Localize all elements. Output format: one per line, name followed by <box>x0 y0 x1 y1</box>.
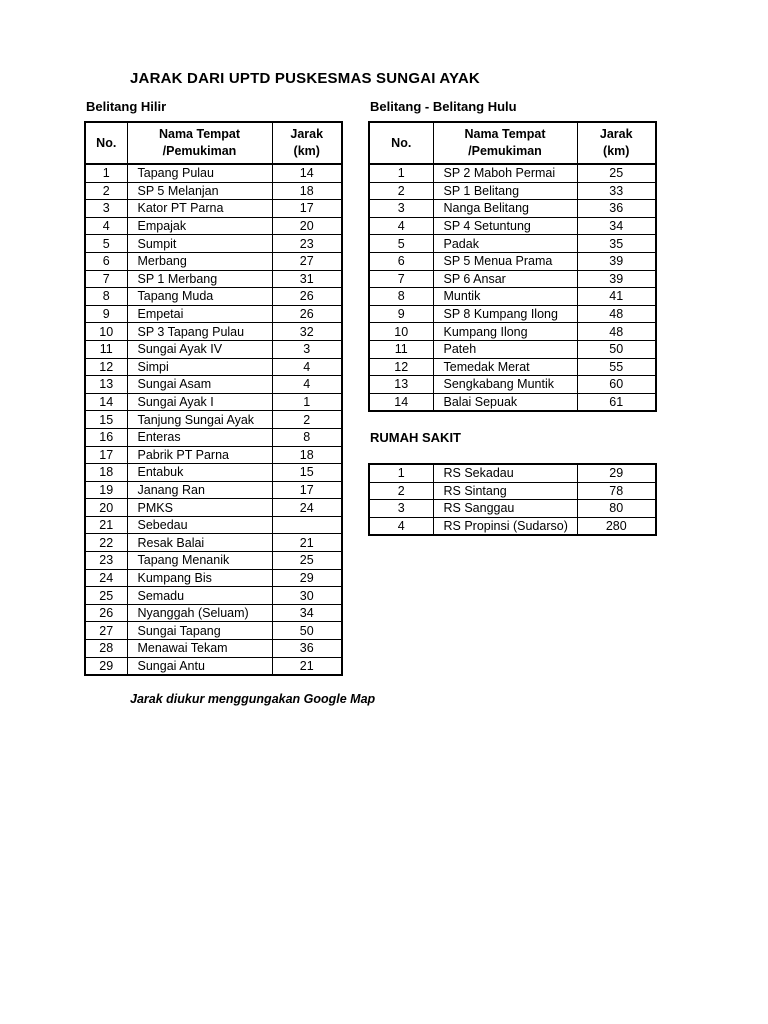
cell-distance: 41 <box>577 288 656 306</box>
cell-no: 27 <box>85 622 127 640</box>
cell-place-name: Sungai Antu <box>127 657 272 675</box>
cell-place-name: Nanga Belitang <box>433 200 577 218</box>
cell-distance: 36 <box>272 640 342 658</box>
table-row <box>369 270 656 288</box>
cell-no: 3 <box>369 500 433 518</box>
header-distance-line-1: Jarak <box>599 127 633 141</box>
cell-distance: 61 <box>577 393 656 411</box>
cell-distance: 34 <box>272 604 342 622</box>
cell-place-name: SP 1 Belitang <box>433 182 577 200</box>
cell-place-name: Pateh <box>433 340 577 358</box>
cell-place-name: SP 3 Tapang Pulau <box>127 323 272 341</box>
cell-place-name: Sungai Tapang <box>127 622 272 640</box>
cell-no: 3 <box>85 200 127 218</box>
table-row <box>369 500 656 518</box>
cell-no: 20 <box>85 499 127 517</box>
table-row <box>85 604 342 622</box>
header-name-line-1: Nama Tempat <box>158 127 241 141</box>
cell-no: 25 <box>85 587 127 605</box>
table-row <box>369 217 656 235</box>
cell-place-name: SP 2 Maboh Permai <box>433 164 577 182</box>
cell-no: 1 <box>369 164 433 182</box>
cell-no: 13 <box>369 376 433 394</box>
table-rumah-sakit <box>368 463 657 536</box>
cell-place-name: Kumpang Bis <box>127 569 272 587</box>
table-row <box>85 235 342 253</box>
cell-distance: 39 <box>577 252 656 270</box>
table-header-row <box>85 122 342 164</box>
cell-distance: 33 <box>577 182 656 200</box>
cell-place-name: Empetai <box>127 305 272 323</box>
cell-no: 2 <box>369 182 433 200</box>
cell-no: 9 <box>369 305 433 323</box>
cell-place-name: Semadu <box>127 587 272 605</box>
cell-distance: 26 <box>272 305 342 323</box>
cell-place-name: SP 8 Kumpang Ilong <box>433 305 577 323</box>
cell-place-name: SP 1 Merbang <box>127 270 272 288</box>
cell-place-name: Padak <box>433 235 577 253</box>
cell-no: 4 <box>369 217 433 235</box>
cell-no: 7 <box>369 270 433 288</box>
cell-distance: 17 <box>272 481 342 499</box>
cell-distance: 280 <box>577 517 656 535</box>
header-distance-line-1: Jarak <box>290 127 324 141</box>
cell-distance: 2 <box>272 411 342 429</box>
cell-distance: 25 <box>272 552 342 570</box>
table-hulu <box>368 121 657 412</box>
table-row <box>85 305 342 323</box>
cell-no: 21 <box>85 516 127 534</box>
header-no: No. <box>369 122 433 164</box>
cell-distance: 29 <box>272 569 342 587</box>
cell-place-name: Temedak Merat <box>433 358 577 376</box>
cell-place-name: RS Sintang <box>433 482 577 500</box>
cell-no: 28 <box>85 640 127 658</box>
cell-distance: 8 <box>272 428 342 446</box>
cell-place-name: Tapang Muda <box>127 288 272 306</box>
cell-place-name: RS Sekadau <box>433 464 577 482</box>
table-row <box>369 323 656 341</box>
cell-distance <box>272 516 342 534</box>
cell-place-name: Kumpang Ilong <box>433 323 577 341</box>
cell-place-name: SP 4 Setuntung <box>433 217 577 235</box>
header-distance-line-2: (km) <box>603 144 630 158</box>
cell-no: 10 <box>369 323 433 341</box>
header-distance <box>272 122 342 164</box>
header-name-line-2: /Pemukiman <box>162 144 237 158</box>
cell-distance: 48 <box>577 305 656 323</box>
cell-no: 23 <box>85 552 127 570</box>
cell-distance: 55 <box>577 358 656 376</box>
cell-no: 3 <box>369 200 433 218</box>
table-row <box>85 217 342 235</box>
table-row <box>369 182 656 200</box>
table-row <box>85 552 342 570</box>
cell-distance: 1 <box>272 393 342 411</box>
cell-no: 19 <box>85 481 127 499</box>
cell-place-name: Resak Balai <box>127 534 272 552</box>
cell-no: 2 <box>85 182 127 200</box>
cell-place-name: Muntik <box>433 288 577 306</box>
cell-place-name: Sungai Asam <box>127 376 272 394</box>
cell-no: 11 <box>85 340 127 358</box>
table-row <box>85 516 342 534</box>
cell-place-name: Sumpit <box>127 235 272 253</box>
cell-no: 5 <box>369 235 433 253</box>
cell-place-name: Sengkabang Muntik <box>433 376 577 394</box>
cell-no: 7 <box>85 270 127 288</box>
cell-no: 11 <box>369 340 433 358</box>
table-row <box>85 569 342 587</box>
cell-distance: 29 <box>577 464 656 482</box>
cell-distance: 25 <box>577 164 656 182</box>
table-row <box>369 482 656 500</box>
cell-no: 15 <box>85 411 127 429</box>
cell-distance: 50 <box>272 622 342 640</box>
table-row <box>85 200 342 218</box>
section-label-rumah-sakit: RUMAH SAKIT <box>370 430 461 445</box>
cell-no: 2 <box>369 482 433 500</box>
cell-no: 1 <box>369 464 433 482</box>
cell-distance: 48 <box>577 323 656 341</box>
cell-distance: 80 <box>577 500 656 518</box>
cell-no: 10 <box>85 323 127 341</box>
cell-no: 8 <box>85 288 127 306</box>
table-row <box>85 534 342 552</box>
cell-place-name: Tapang Menanik <box>127 552 272 570</box>
cell-place-name: Tanjung Sungai Ayak <box>127 411 272 429</box>
table-row <box>85 270 342 288</box>
table-row <box>85 411 342 429</box>
cell-place-name: Pabrik PT Parna <box>127 446 272 464</box>
cell-distance: 27 <box>272 252 342 270</box>
table-row <box>85 393 342 411</box>
table-row <box>369 376 656 394</box>
table-row <box>369 288 656 306</box>
table-row <box>85 587 342 605</box>
table-row <box>85 182 342 200</box>
table-row <box>85 446 342 464</box>
header-name <box>433 122 577 164</box>
cell-no: 9 <box>85 305 127 323</box>
cell-place-name: Menawai Tekam <box>127 640 272 658</box>
table-row <box>369 340 656 358</box>
table-row <box>85 499 342 517</box>
cell-no: 17 <box>85 446 127 464</box>
cell-place-name: PMKS <box>127 499 272 517</box>
cell-place-name: Kator PT Parna <box>127 200 272 218</box>
cell-distance: 4 <box>272 358 342 376</box>
cell-no: 13 <box>85 376 127 394</box>
table-row <box>369 358 656 376</box>
table-row <box>85 657 342 675</box>
table-row <box>85 323 342 341</box>
cell-distance: 50 <box>577 340 656 358</box>
table-row <box>85 464 342 482</box>
cell-distance: 21 <box>272 657 342 675</box>
table-row <box>85 164 342 182</box>
header-name-line-2: /Pemukiman <box>468 144 542 158</box>
header-no: No. <box>85 122 127 164</box>
cell-distance: 18 <box>272 182 342 200</box>
cell-distance: 15 <box>272 464 342 482</box>
cell-no: 6 <box>85 252 127 270</box>
cell-distance: 35 <box>577 235 656 253</box>
cell-distance: 21 <box>272 534 342 552</box>
table-row <box>369 252 656 270</box>
cell-distance: 3 <box>272 340 342 358</box>
cell-distance: 23 <box>272 235 342 253</box>
table-row <box>369 393 656 411</box>
cell-place-name: RS Propinsi (Sudarso) <box>433 517 577 535</box>
cell-no: 5 <box>85 235 127 253</box>
table-row <box>369 305 656 323</box>
cell-distance: 39 <box>577 270 656 288</box>
table-row <box>85 640 342 658</box>
table-row <box>369 464 656 482</box>
table-row <box>85 481 342 499</box>
cell-place-name: SP 5 Melanjan <box>127 182 272 200</box>
cell-distance: 20 <box>272 217 342 235</box>
table-header-row <box>369 122 656 164</box>
cell-distance: 26 <box>272 288 342 306</box>
cell-distance: 31 <box>272 270 342 288</box>
table-row <box>369 200 656 218</box>
table-row <box>85 288 342 306</box>
cell-place-name: Enteras <box>127 428 272 446</box>
header-name-line-1: Nama Tempat <box>464 127 546 141</box>
cell-place-name: SP 6 Ansar <box>433 270 577 288</box>
page-title: JARAK DARI UPTD PUSKESMAS SUNGAI AYAK <box>130 70 480 87</box>
cell-place-name: Merbang <box>127 252 272 270</box>
cell-no: 4 <box>85 217 127 235</box>
cell-no: 26 <box>85 604 127 622</box>
table-row <box>369 164 656 182</box>
cell-no: 1 <box>85 164 127 182</box>
cell-distance: 4 <box>272 376 342 394</box>
cell-place-name: Janang Ran <box>127 481 272 499</box>
cell-distance: 78 <box>577 482 656 500</box>
cell-no: 14 <box>85 393 127 411</box>
table-row <box>85 358 342 376</box>
cell-place-name: SP 5 Menua Prama <box>433 252 577 270</box>
cell-distance: 36 <box>577 200 656 218</box>
cell-place-name: Sungai Ayak I <box>127 393 272 411</box>
header-distance-line-2: (km) <box>293 144 320 158</box>
cell-distance: 60 <box>577 376 656 394</box>
cell-no: 4 <box>369 517 433 535</box>
cell-distance: 24 <box>272 499 342 517</box>
cell-no: 12 <box>369 358 433 376</box>
cell-distance: 34 <box>577 217 656 235</box>
table-row <box>85 428 342 446</box>
cell-no: 12 <box>85 358 127 376</box>
cell-distance: 14 <box>272 164 342 182</box>
table-row <box>85 376 342 394</box>
cell-place-name: Simpi <box>127 358 272 376</box>
cell-place-name: Nyanggah (Seluam) <box>127 604 272 622</box>
section-label-hulu: Belitang - Belitang Hulu <box>370 99 517 114</box>
footnote: Jarak diukur menggungakan Google Map <box>130 692 376 706</box>
cell-distance: 32 <box>272 323 342 341</box>
cell-distance: 30 <box>272 587 342 605</box>
table-row <box>369 517 656 535</box>
cell-no: 14 <box>369 393 433 411</box>
cell-place-name: Tapang Pulau <box>127 164 272 182</box>
cell-no: 24 <box>85 569 127 587</box>
cell-place-name: Entabuk <box>127 464 272 482</box>
table-row <box>85 340 342 358</box>
cell-no: 6 <box>369 252 433 270</box>
header-name <box>127 122 272 164</box>
cell-no: 8 <box>369 288 433 306</box>
cell-no: 16 <box>85 428 127 446</box>
cell-no: 29 <box>85 657 127 675</box>
cell-distance: 18 <box>272 446 342 464</box>
cell-place-name: Balai Sepuak <box>433 393 577 411</box>
table-row <box>85 252 342 270</box>
cell-distance: 17 <box>272 200 342 218</box>
cell-place-name: Sebedau <box>127 516 272 534</box>
table-row <box>85 622 342 640</box>
table-hilir <box>84 121 343 676</box>
cell-no: 22 <box>85 534 127 552</box>
table-row <box>369 235 656 253</box>
cell-no: 18 <box>85 464 127 482</box>
cell-place-name: Sungai Ayak IV <box>127 340 272 358</box>
section-label-hilir: Belitang Hilir <box>86 99 167 114</box>
cell-place-name: RS Sanggau <box>433 500 577 518</box>
cell-place-name: Empajak <box>127 217 272 235</box>
header-distance <box>577 122 656 164</box>
